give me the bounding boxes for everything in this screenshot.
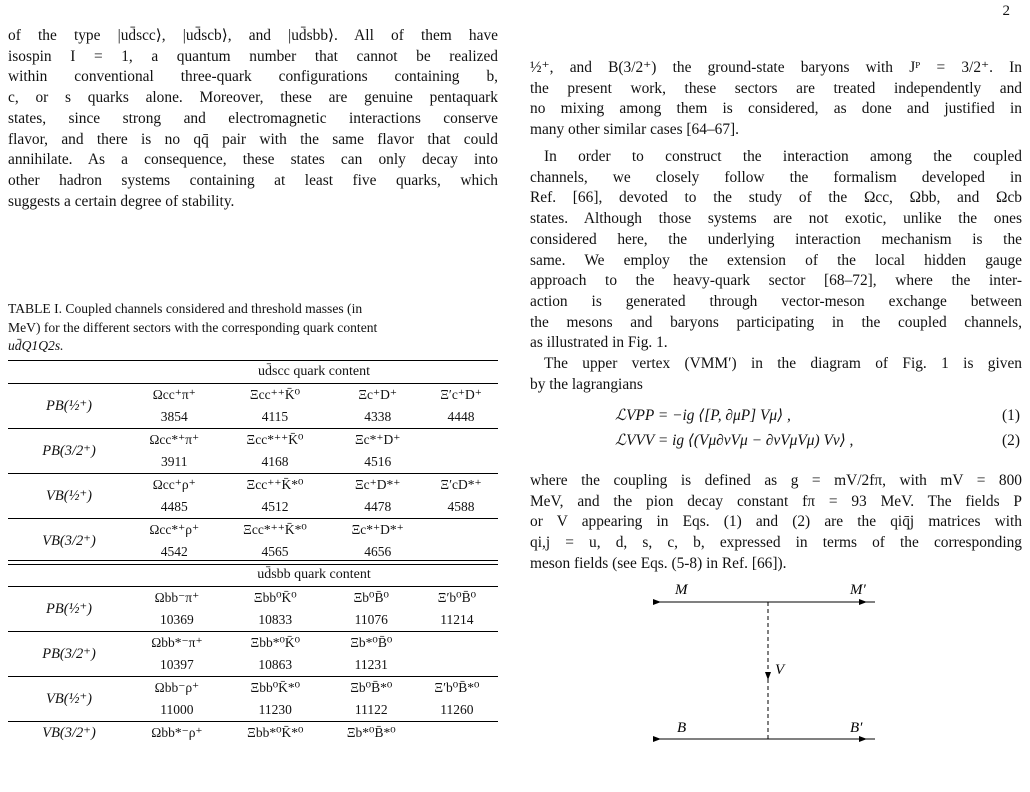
channel: Ωcc⁺ρ⁺ [130, 474, 219, 497]
channel: Ξc⁺D*⁺ [331, 474, 424, 497]
mass: 11076 [354, 612, 388, 627]
text-line: the present work, these sectors are treated independently and [530, 79, 1022, 97]
table-row [8, 474, 498, 497]
mass: 3854 [160, 409, 188, 424]
table-row [8, 429, 498, 452]
caption-line: ud̄Q1Q2s. [8, 338, 64, 354]
channel [424, 429, 498, 452]
text-line: within conventional three-quark configurations containing b, [8, 68, 498, 86]
channel: Ξbb⁰K̄*⁰ [224, 677, 327, 700]
mass [416, 654, 498, 677]
sector-label: VB(3/2⁺) [8, 722, 130, 745]
channel: Ξcc*⁺⁺K̄⁰ [219, 429, 332, 452]
channel: Ξbb*⁰K̄⁰ [224, 632, 327, 655]
text-line: states. Although those systems are not exotic, unlike the ones [530, 210, 1022, 228]
mass: 11260 [440, 702, 474, 717]
equation-number: (2) [1002, 432, 1020, 449]
channel: Ξc*⁺D⁺ [331, 429, 424, 452]
text-line: annihilate. As a consequence, these states can only decay into [8, 151, 498, 169]
group-header: ud̄scc quark content [258, 364, 370, 379]
mass: 4115 [261, 409, 289, 424]
text-line: considered here, the underlying interaction mechanism is the [530, 230, 1022, 248]
text-line: of the type |ud̄scc⟩, |ud̄scb⟩, and |ud̄sbb⟩. All of them have [8, 27, 498, 44]
table-caption [8, 300, 498, 356]
mass: 4338 [364, 409, 392, 424]
mass: 4168 [261, 454, 289, 469]
table-row [8, 722, 498, 745]
channels-table-cc [8, 360, 498, 563]
table-row [8, 632, 498, 655]
text-line: ½⁺, and B(3/2⁺) the ground-state baryons with Jᴾ = 3/2⁺. In [530, 59, 1022, 76]
text-line: MeV, and the pion decay constant fπ = 93 MeV. The fields P [530, 492, 1022, 510]
paragraph-interaction [530, 147, 1022, 354]
mass: 10397 [160, 657, 194, 672]
text-line: other hadron systems containing at least five quarks, which [8, 171, 498, 189]
channel: Ωbb*⁻ρ⁺ [130, 722, 224, 745]
arrow-in-bottom-icon [653, 736, 661, 742]
text-line: c, or s quarks alone. Moreover, these are genuine pentaquark [8, 89, 498, 107]
channel [416, 722, 498, 745]
channel: Ξ′b⁰B̄⁰ [416, 587, 498, 610]
mass: 10833 [258, 612, 293, 627]
text-line: In order to construct the interaction among the coupled [544, 148, 1022, 165]
caption-line: TABLE I. Coupled channels considered and threshold masses (in [8, 301, 363, 316]
channel: Ωcc⁺π⁺ [130, 384, 219, 407]
text-line: channels, we closely follow the formalism developed in [530, 168, 1022, 186]
paragraph-sectors [530, 58, 1022, 141]
arrow-out-bottom-icon [859, 736, 867, 742]
sector-label: VB(3/2⁺) [8, 519, 130, 564]
feynman-diagram [635, 582, 905, 782]
text-line: The upper vertex (VMM′) in the diagram of Fig. 1 is given [544, 355, 1022, 372]
arrow-down-icon [765, 672, 771, 680]
paragraph-coupling [530, 471, 1022, 575]
channel: Ξcc⁺⁺K̄*⁰ [219, 474, 332, 497]
channel: Ξc⁺D⁺ [331, 384, 424, 407]
mass: 4542 [160, 544, 188, 559]
caption-line: MeV) for the different sectors with the corresponding quark content [8, 319, 378, 335]
text-line: suggests a certain degree of stability. [8, 192, 235, 210]
mass: 11231 [354, 657, 388, 672]
sector-label: PB(½⁺) [8, 587, 130, 632]
mass: 10369 [160, 612, 194, 627]
mass: 4588 [447, 499, 475, 514]
mass: 4656 [364, 544, 392, 559]
label-b-out: B′ [850, 720, 863, 736]
intro-paragraph [8, 26, 498, 212]
paragraph-vertex [530, 354, 1022, 395]
mass: 11000 [160, 702, 194, 717]
table-row [8, 587, 498, 610]
mass: 10863 [258, 657, 293, 672]
mass: 11214 [440, 612, 474, 627]
channel: Ξ′cD*⁺ [424, 474, 498, 497]
page-number: 2 [1002, 3, 1010, 19]
sector-label: PB(3/2⁺) [8, 429, 130, 474]
channel [424, 519, 498, 542]
channel: Ξb⁰B̄*⁰ [327, 677, 416, 700]
arrow-out-top-icon [859, 599, 867, 605]
label-exchange: V [775, 662, 785, 678]
label-b-in: B [677, 720, 687, 736]
channel: Ξ′c⁺D⁺ [424, 384, 498, 407]
sector-label: PB(3/2⁺) [8, 632, 130, 677]
group-header: ud̄sbb quark content [257, 567, 371, 582]
mass: 4485 [160, 499, 188, 514]
equation-body: ℒVPP = −ig ⟨[P, ∂μP] Vμ⟩ , [615, 407, 791, 424]
equation-body: ℒVVV = ig ⟨(Vμ∂νVμ − ∂νVμVμ) Vν⟩ , [615, 432, 854, 449]
text-line: no mixing among them is considered, as done and justified in [530, 100, 1022, 118]
text-line: qi,j = u, d, s, c, b, expressed in terms of the corresponding [530, 534, 1022, 552]
text-line: action is generated through vector-meson exchange between [530, 292, 1022, 310]
channel: Ξb*⁰B̄⁰ [327, 632, 416, 655]
channel: Ξcc*⁺⁺K̄*⁰ [219, 519, 332, 542]
equation-2 [530, 430, 1022, 452]
sector-label: VB(½⁺) [8, 474, 130, 519]
sector-label: PB(½⁺) [8, 384, 130, 429]
text-line: meson fields (see Eqs. (5-8) in Ref. [66]). [530, 554, 787, 572]
text-line: Ref. [66], devoted to the study of the Ωcc, Ωbb, and Ωcb [530, 189, 1022, 207]
mass [424, 451, 498, 474]
sector-label: VB(½⁺) [8, 677, 130, 722]
channel: Ωbb⁻π⁺ [130, 587, 224, 610]
mass: 4516 [364, 454, 392, 469]
text-line: same. We employ the extension of the local hidden gauge [530, 251, 1022, 269]
channel: Ξbb⁰K̄⁰ [224, 587, 327, 610]
channel: Ωbb*⁻π⁺ [130, 632, 224, 655]
mass: 4565 [261, 544, 289, 559]
text-line: isospin I = 1, a quantum number that cannot be realized [8, 47, 498, 65]
channel: Ξc*⁺D*⁺ [331, 519, 424, 542]
text-line: states, since strong and electromagnetic interactions conserve [8, 109, 498, 127]
equation-number: (1) [1002, 407, 1020, 424]
channel: Ξb*⁰B̄*⁰ [327, 722, 416, 745]
mass: 11122 [354, 702, 388, 717]
table-row [8, 384, 498, 407]
text-line: many other similar cases [64–67]. [530, 121, 739, 139]
label-m-in: M [675, 582, 688, 598]
text-line: approach to the heavy-quark sector [68–72], where the inter- [530, 272, 1022, 290]
channel: Ξcc⁺⁺K̄⁰ [219, 384, 332, 407]
label-m-out: M′ [850, 582, 866, 598]
channel [416, 632, 498, 655]
mass: 4448 [447, 409, 475, 424]
channel: Ωcc*⁺ρ⁺ [130, 519, 219, 542]
mass: 4478 [364, 499, 392, 514]
mass: 4512 [261, 499, 289, 514]
channel: Ξ′b⁰B̄*⁰ [416, 677, 498, 700]
channel: Ωbb⁻ρ⁺ [130, 677, 224, 700]
channel: Ωcc*⁺π⁺ [130, 429, 219, 452]
mass: 3911 [161, 454, 188, 469]
channels-table-bb [8, 564, 498, 744]
text-line: flavor, and there is no qq̄ pair with the same flavor that could [8, 130, 498, 148]
table-row [8, 677, 498, 700]
text-line: the mesons and baryons participating in the coupled channels, [530, 313, 1022, 331]
text-line: by the lagrangians [530, 375, 643, 393]
channel: Ξbb*⁰K̄*⁰ [224, 722, 327, 745]
text-line: where the coupling is defined as g = mV/2fπ, with mV = 800 [530, 472, 1022, 489]
arrow-in-top-icon [653, 599, 661, 605]
mass: 11230 [258, 702, 292, 717]
text-line: or V appearing in Eqs. (1) and (2) are the qiq̄j matrices with [530, 513, 1022, 531]
equation-1 [530, 405, 1022, 427]
channel: Ξb⁰B̄⁰ [327, 587, 416, 610]
table-row [8, 519, 498, 542]
text-line: as illustrated in Fig. 1. [530, 334, 668, 352]
